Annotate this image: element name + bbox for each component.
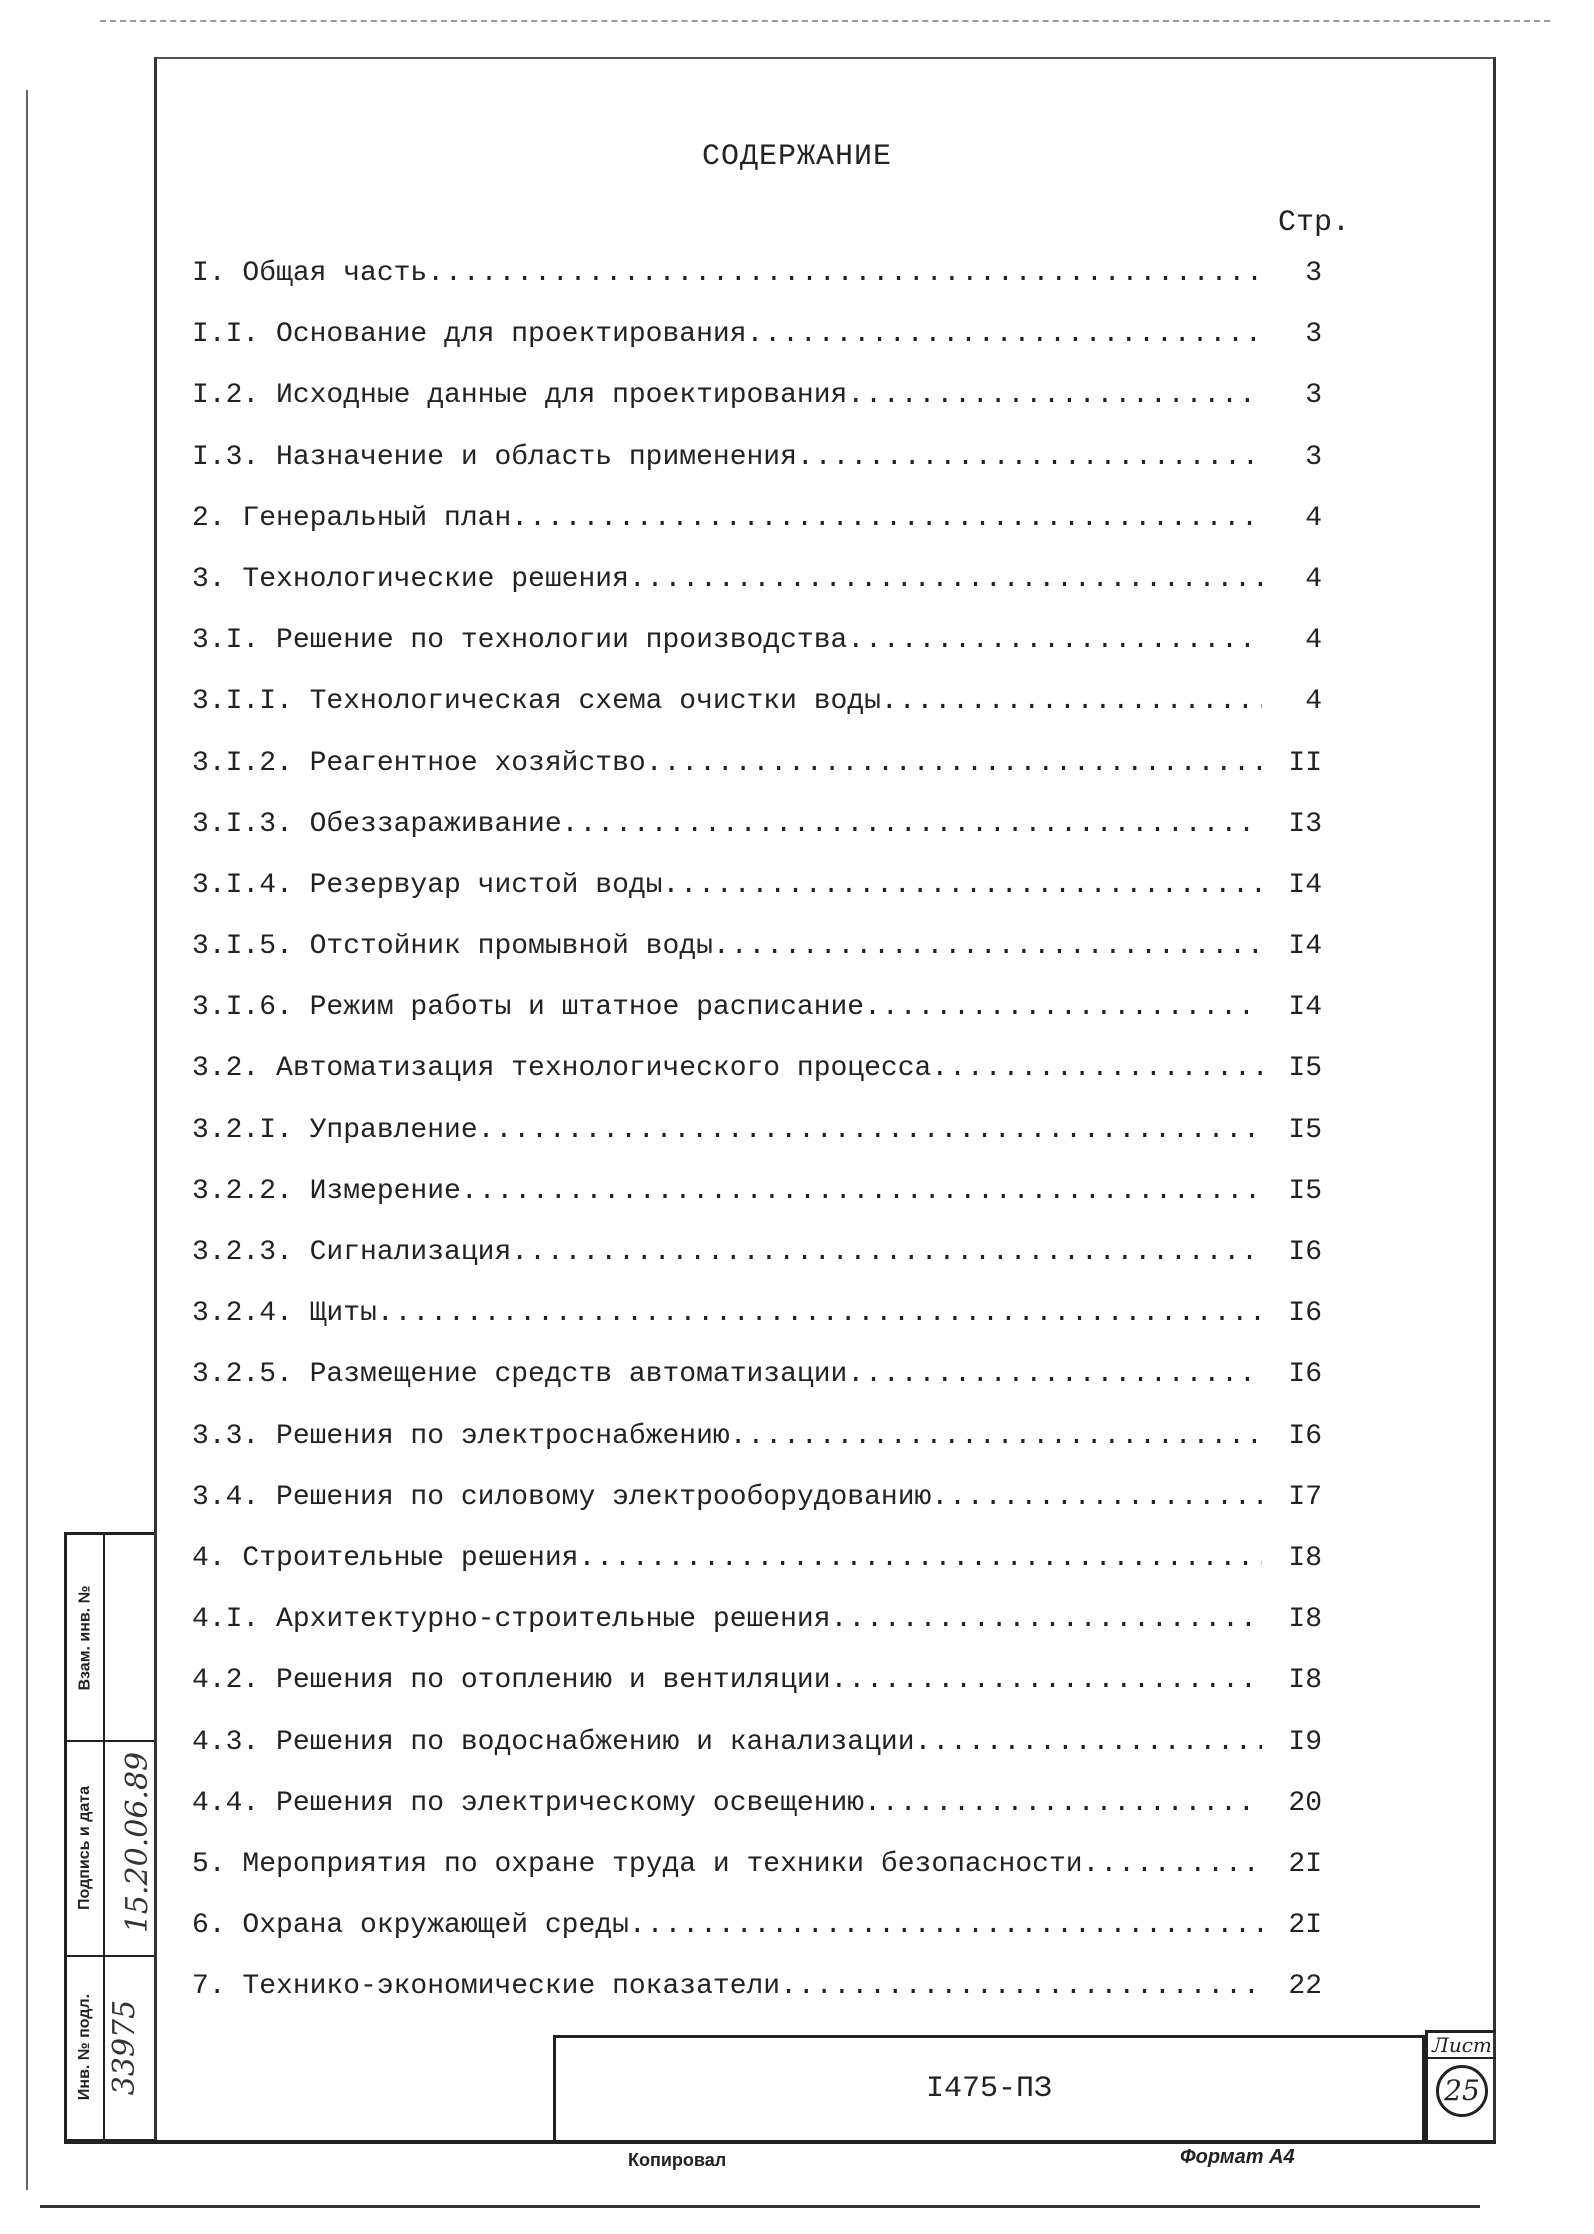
toc-entry-title: 3.2.4. Щиты [192,1298,377,1330]
toc-dot-leader [562,809,1262,840]
toc-entry-title: I.2. Исходные данные для проектирования [192,380,848,412]
toc-dot-leader [931,1053,1262,1084]
toc-entry [192,1604,1322,1665]
toc-entry [192,1053,1322,1114]
toc-dot-leader [662,870,1262,901]
sign-date-label-text: Подпись и дата [76,1785,93,1910]
inv-label-text: Инв. № подл. [76,1993,94,2101]
toc-entry [192,686,1322,747]
toc-entry-title: 3.2.I. Управление [192,1114,478,1146]
toc-entry-page: 20 [1288,1787,1322,1819]
toc-entry [192,809,1322,870]
toc-entry-page: 3 [1305,441,1322,473]
toc-entry-page: I7 [1288,1481,1322,1513]
toc-dot-leader [511,1237,1262,1268]
toc-entry [192,1665,1322,1726]
copied-by-label: Копировал [628,2150,727,2170]
strip-divider [103,1740,154,1742]
toc-entry [192,748,1322,809]
toc-entry-title: 4.2. Решения по отоплению и вентиляции [192,1665,831,1697]
toc-dot-leader [931,1482,1262,1513]
toc-entry-title: I.I. Основание для проектирования [192,319,747,351]
toc-entry [192,442,1322,503]
toc-dot-leader [427,258,1262,289]
side-stamp-strip [64,1532,154,2142]
toc-entry-page: I9 [1288,1726,1322,1758]
left-edge-line [26,90,28,2190]
toc-entry [192,564,1322,625]
toc-entry-title: 2. Генеральный план [192,502,512,534]
inv-number-value: 33975 [107,1999,143,2096]
toc-entry-page: I6 [1288,1298,1322,1330]
toc-entry-page: 2I [1288,1848,1322,1880]
toc-dot-leader [864,992,1262,1023]
toc-entry [192,1176,1322,1237]
toc-entry-page: I4 [1288,931,1322,963]
toc-dot-leader [478,1115,1262,1146]
toc-entry-page: II [1288,747,1322,779]
table-of-contents [192,258,1322,2032]
strip-divider [103,1955,154,1957]
toc-dot-leader [461,1176,1262,1207]
toc-entry-title: 3.3. Решения по электроснабжению [192,1420,730,1452]
toc-entry-title: 3.I.6. Режим работы и штатное расписание [192,992,865,1024]
toc-entry [192,1359,1322,1420]
sheet-number: 25 [1436,2065,1488,2117]
toc-dot-leader [578,1543,1262,1574]
toc-entry-page: I4 [1288,992,1322,1024]
toc-dot-leader [377,1298,1262,1329]
toc-entry-title: 3.2.2. Измерение [192,1175,461,1207]
toc-entry-page: 22 [1288,1971,1322,2003]
toc-dot-leader [747,319,1263,350]
toc-entry [192,503,1322,564]
toc-entry [192,1421,1322,1482]
toc-entry-page: I6 [1288,1420,1322,1452]
toc-entry-title: I. Общая часть [192,258,428,289]
toc-entry-title: 7. Технико-экономические показатели [192,1971,781,2003]
toc-entry-title: 6. Охрана окружающей среды [192,1910,629,1942]
toc-entry [192,931,1322,992]
toc-dot-leader [864,1788,1262,1819]
toc-entry-title: 4.I. Архитектурно-строительные решения [192,1604,831,1636]
toc-entry-page: 3 [1305,319,1322,351]
toc-dot-leader [847,625,1262,656]
replace-inv-label [67,1535,103,1742]
toc-entry [192,1788,1322,1849]
top-edge-dashes [100,20,1550,22]
toc-entry-page: I5 [1288,1053,1322,1085]
inv-label [67,1955,103,2139]
toc-entry [192,1849,1322,1910]
toc-dot-leader [847,380,1262,411]
toc-entry-page: I6 [1288,1359,1322,1391]
toc-entry [192,992,1322,1053]
toc-entry [192,1237,1322,1298]
toc-entry [192,380,1322,441]
toc-dot-leader [713,931,1262,962]
toc-dot-leader [831,1604,1262,1635]
toc-dot-leader [915,1727,1262,1758]
sign-date-label [67,1740,103,1957]
toc-entry-title: 3.I.5. Отстойник промывной воды [192,931,713,963]
toc-entry-title: 3.I.I. Технологическая схема очистки воды [192,686,881,718]
toc-entry-page: I8 [1288,1665,1322,1697]
toc-entry-title: 3.I.4. Резервуар чистой воды [192,869,663,901]
replace-inv-label-text: Взам. инв. № [76,1585,94,1690]
toc-entry-page: I5 [1288,1114,1322,1146]
toc-entry-title: 3.4. Решения по силовому электрооборудованию [192,1481,932,1513]
toc-entry [192,870,1322,931]
toc-dot-leader [730,1421,1262,1452]
toc-entry-title: 3.2.5. Размещение средств автоматизации [192,1359,848,1391]
toc-dot-leader [629,564,1262,595]
toc-entry-title: 4.3. Решения по водоснабжению и канализации [192,1726,915,1758]
toc-entry [192,258,1322,319]
sign-date-value: 15.20.06.89 [120,1751,156,1934]
toc-entry [192,1115,1322,1176]
toc-entry-title: 4. Строительные решения [192,1542,579,1574]
toc-entry-title: 3. Технологические решения [192,563,629,595]
toc-dot-leader [511,503,1262,534]
document-code: I475-ПЗ [925,2072,1053,2106]
page-title: СОДЕРЖАНИЕ [701,140,893,174]
toc-entry-title: 3.I.2. Реагентное хозяйство [192,747,646,779]
toc-entry [192,1482,1322,1543]
toc-entry-title: 3.I.3. Обеззараживание [192,808,562,840]
toc-entry-page: 4 [1305,502,1322,534]
toc-entry [192,319,1322,380]
page-column-label: Стр. [1278,206,1351,240]
toc-entry-title: I.3. Назначение и область применения [192,441,797,473]
toc-entry-page: I8 [1288,1542,1322,1574]
toc-dot-leader [881,686,1262,717]
toc-entry-page: I3 [1288,808,1322,840]
toc-dot-leader [831,1665,1262,1696]
format-label: Формат А4 [1180,2146,1295,2168]
toc-entry-page: 4 [1305,686,1322,718]
toc-entry-title: 3.I. Решение по технологии производства [192,625,848,657]
toc-entry-page: I4 [1288,869,1322,901]
bottom-border [64,2140,1496,2144]
toc-dot-leader [1083,1849,1262,1880]
toc-entry-title: 3.2. Автоматизация технологического процесса [192,1053,932,1085]
toc-dot-leader [797,442,1262,473]
toc-entry [192,625,1322,686]
toc-entry [192,1910,1322,1971]
toc-entry-page: 3 [1305,380,1322,412]
toc-dot-leader [847,1359,1262,1390]
toc-entry [192,1543,1322,1604]
toc-entry [192,1727,1322,1788]
toc-entry-page: 3 [1305,258,1322,289]
toc-dot-leader [629,1910,1262,1941]
toc-entry-page: I8 [1288,1604,1322,1636]
toc-entry [192,1298,1322,1359]
bottom-edge-line [40,2205,1480,2208]
toc-entry-title: 3.2.3. Сигнализация [192,1237,512,1268]
toc-entry [192,1971,1322,2032]
toc-dot-leader [646,748,1262,779]
toc-entry-page: 4 [1305,625,1322,657]
toc-dot-leader [780,1971,1262,2002]
toc-entry-page: I6 [1288,1237,1322,1268]
toc-entry-title: 5. Мероприятия по охране труда и техники безопасности [192,1848,1083,1880]
sheet-number-cell [1425,2030,1496,2140]
toc-entry-page: 4 [1305,563,1322,595]
toc-entry-page: I5 [1288,1175,1322,1207]
toc-entry-title: 4.4. Решения по электрическому освещению [192,1787,865,1819]
toc-entry-page: 2I [1288,1910,1322,1942]
sheet-label: Лист [1428,2033,1496,2059]
title-block [553,2035,1425,2140]
